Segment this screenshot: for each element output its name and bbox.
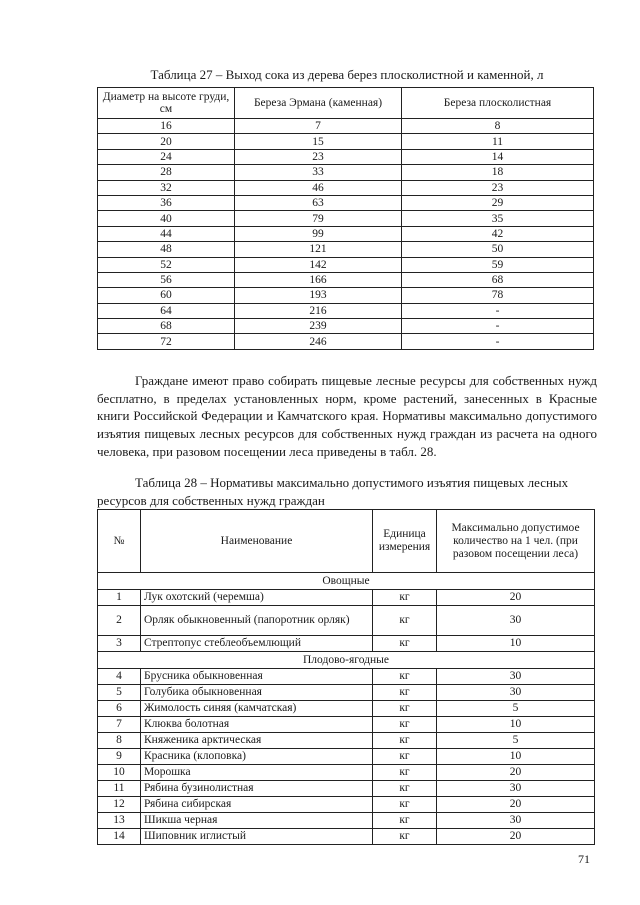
table28-cell-number: 4 [98, 669, 141, 685]
table-row [98, 733, 595, 749]
table27-body [98, 119, 594, 350]
table28-cell-unit: кг [373, 701, 437, 717]
table28-cell-number: 7 [98, 717, 141, 733]
table27-cell-erman-birch: 193 [235, 288, 402, 303]
table28-cell-number: 6 [98, 701, 141, 717]
table28-cell-name: Шикша черная [141, 813, 373, 829]
table28-header-name: Наименование [141, 510, 373, 573]
table28-cell-amount: 5 [437, 733, 595, 749]
table27-cell-diameter: 48 [98, 242, 235, 257]
table28-cell-name: Шиповник иглистый [141, 829, 373, 845]
table27-cell-flatleaf-birch: - [402, 319, 594, 334]
table28-header-unit: Единица измерения [373, 510, 437, 573]
table28-cell-name: Красника (клоповка) [141, 749, 373, 765]
table-row [98, 813, 595, 829]
table27-cell-erman-birch: 7 [235, 119, 402, 134]
table27-cell-diameter: 64 [98, 303, 235, 318]
table28-cell-amount: 30 [437, 813, 595, 829]
table28-cell-number: 12 [98, 797, 141, 813]
table-row [98, 119, 594, 134]
table28-cell-amount: 30 [437, 781, 595, 797]
table27-cell-diameter: 40 [98, 211, 235, 226]
table28-cell-number: 3 [98, 636, 141, 652]
table-row [98, 195, 594, 210]
table28-cell-unit: кг [373, 829, 437, 845]
table-row [98, 319, 594, 334]
table28-cell-name: Морошка [141, 765, 373, 781]
table28-cell-amount: 10 [437, 717, 595, 733]
table28-cell-amount: 20 [437, 797, 595, 813]
table-row [98, 272, 594, 287]
table-row [98, 606, 595, 636]
table27-cell-diameter: 52 [98, 257, 235, 272]
table28-cell-amount: 10 [437, 636, 595, 652]
table28-caption: Таблица 28 – Нормативы максимально допустимого изъятия пищевых лесных ресурсов для собственных нужд граждан [97, 475, 569, 508]
table27-cell-erman-birch: 216 [235, 303, 402, 318]
table28-cell-unit: кг [373, 669, 437, 685]
table27-cell-diameter: 28 [98, 165, 235, 180]
table28-cell-unit: кг [373, 733, 437, 749]
table27-cell-erman-birch: 239 [235, 319, 402, 334]
table27-cell-diameter: 68 [98, 319, 235, 334]
table27-header-flatleaf-birch: Береза плосколистная [402, 88, 594, 119]
table27-cell-diameter: 20 [98, 134, 235, 149]
table28-cell-unit: кг [373, 606, 437, 636]
table27-cell-erman-birch: 142 [235, 257, 402, 272]
table28-cell-number: 1 [98, 590, 141, 606]
table-row [98, 797, 595, 813]
table28-cell-amount: 10 [437, 749, 595, 765]
table28-cell-name: Княженика арктическая [141, 733, 373, 749]
table28-cell-amount: 20 [437, 829, 595, 845]
table27-cell-flatleaf-birch: 78 [402, 288, 594, 303]
table28-cell-name: Рябина бузинолистная [141, 781, 373, 797]
table27-cell-erman-birch: 166 [235, 272, 402, 287]
table27-header-diameter: Диаметр на высоте груди, см [98, 88, 235, 119]
table-row [98, 226, 594, 241]
table28-cell-unit: кг [373, 685, 437, 701]
table28 [97, 509, 595, 845]
table-row [98, 765, 595, 781]
table-row [98, 685, 595, 701]
table28-cell-name: Рябина сибирская [141, 797, 373, 813]
table28-cell-number: 8 [98, 733, 141, 749]
table28-cell-unit: кг [373, 717, 437, 733]
table27-cell-diameter: 32 [98, 180, 235, 195]
table27-cell-diameter: 16 [98, 119, 235, 134]
table27 [97, 87, 594, 350]
table27-cell-erman-birch: 46 [235, 180, 402, 195]
body-paragraph: Граждане имеют право собирать пищевые лесные ресурсы для собственных нужд бесплатно, в пределах установленных норм, кроме растений, занесенных в Красные книги Российской Федерации и Камчатского края. Нормативы максимально допустимого изъятия пищевых лесных ресурсов для собственных нужд граждан из расчета на одного человека, при разовом посещении леса приведены в табл. 28. [97, 373, 597, 459]
table27-cell-flatleaf-birch: 59 [402, 257, 594, 272]
table-row [98, 303, 594, 318]
table-row [98, 829, 595, 845]
table27-caption: Таблица 27 – Выход сока из дерева берез плосколистной и каменной, л [150, 67, 544, 82]
table28-cell-number: 10 [98, 765, 141, 781]
table28-header-row [98, 510, 595, 573]
table28-cell-unit: кг [373, 797, 437, 813]
table28-header-number: № [98, 510, 141, 573]
table28-cell-number: 9 [98, 749, 141, 765]
table28-cell-number: 2 [98, 606, 141, 636]
table28-cell-unit: кг [373, 749, 437, 765]
table27-cell-erman-birch: 121 [235, 242, 402, 257]
table-row [98, 149, 594, 164]
table27-cell-flatleaf-birch: - [402, 303, 594, 318]
table-row [98, 242, 594, 257]
table28-group-row [98, 573, 595, 590]
table27-cell-erman-birch: 63 [235, 195, 402, 210]
table27-cell-flatleaf-birch: 11 [402, 134, 594, 149]
table27-cell-flatleaf-birch: 42 [402, 226, 594, 241]
table27-cell-flatleaf-birch: 8 [402, 119, 594, 134]
table27-cell-diameter: 72 [98, 334, 235, 349]
table-row [98, 334, 594, 349]
table28-cell-unit: кг [373, 590, 437, 606]
table28-cell-number: 11 [98, 781, 141, 797]
table27-cell-diameter: 24 [98, 149, 235, 164]
table27-cell-flatleaf-birch: 18 [402, 165, 594, 180]
table27-cell-flatleaf-birch: 23 [402, 180, 594, 195]
table27-cell-flatleaf-birch: 29 [402, 195, 594, 210]
table27-cell-flatleaf-birch: - [402, 334, 594, 349]
table27-cell-diameter: 36 [98, 195, 235, 210]
table-row [98, 749, 595, 765]
table27-cell-erman-birch: 15 [235, 134, 402, 149]
table27-cell-erman-birch: 99 [235, 226, 402, 241]
table28-header-max-amount: Максимально допустимое количество на 1 чел. (при разовом посещении леса) [437, 510, 595, 573]
table27-cell-flatleaf-birch: 68 [402, 272, 594, 287]
table27-header-erman-birch: Береза Эрмана (каменная) [235, 88, 402, 119]
table-row [98, 211, 594, 226]
table28-group-row [98, 652, 595, 669]
table28-cell-name: Орляк обыкновенный (папоротник орляк) [141, 606, 373, 636]
table-row [98, 134, 594, 149]
table28-cell-name: Жимолость синяя (камчатская) [141, 701, 373, 717]
table28-cell-unit: кг [373, 636, 437, 652]
table-row [98, 669, 595, 685]
table28-cell-unit: кг [373, 781, 437, 797]
table27-cell-erman-birch: 246 [235, 334, 402, 349]
table28-cell-name: Голубика обыкновенная [141, 685, 373, 701]
table-row [98, 257, 594, 272]
table28-cell-amount: 5 [437, 701, 595, 717]
table-row [98, 165, 594, 180]
table-row [98, 717, 595, 733]
table27-cell-diameter: 44 [98, 226, 235, 241]
table28-cell-number: 14 [98, 829, 141, 845]
table28-cell-name: Брусника обыкновенная [141, 669, 373, 685]
table28-cell-amount: 30 [437, 669, 595, 685]
table28-cell-name: Стрептопус стеблеобъемлющий [141, 636, 373, 652]
table28-cell-number: 13 [98, 813, 141, 829]
table28-cell-amount: 30 [437, 685, 595, 701]
table28-cell-amount: 20 [437, 590, 595, 606]
table-row [98, 636, 595, 652]
table28-cell-name: Лук охотский (черемша) [141, 590, 373, 606]
table-row [98, 701, 595, 717]
table27-cell-diameter: 60 [98, 288, 235, 303]
table28-group-title: Плодово-ягодные [98, 652, 595, 669]
table-row [98, 781, 595, 797]
table28-cell-unit: кг [373, 813, 437, 829]
table28-cell-unit: кг [373, 765, 437, 781]
table28-body [98, 573, 595, 845]
table27-cell-flatleaf-birch: 14 [402, 149, 594, 164]
table28-group-title: Овощные [98, 573, 595, 590]
page-number: 71 [578, 852, 590, 866]
table27-cell-erman-birch: 33 [235, 165, 402, 180]
table28-cell-amount: 20 [437, 765, 595, 781]
table28-cell-name: Клюква болотная [141, 717, 373, 733]
table27-cell-flatleaf-birch: 50 [402, 242, 594, 257]
table27-header-row [98, 88, 594, 119]
table27-cell-diameter: 56 [98, 272, 235, 287]
table-row [98, 180, 594, 195]
table27-cell-flatleaf-birch: 35 [402, 211, 594, 226]
table28-cell-amount: 30 [437, 606, 595, 636]
table27-cell-erman-birch: 79 [235, 211, 402, 226]
table28-cell-number: 5 [98, 685, 141, 701]
table-row [98, 288, 594, 303]
table27-cell-erman-birch: 23 [235, 149, 402, 164]
table-row [98, 590, 595, 606]
